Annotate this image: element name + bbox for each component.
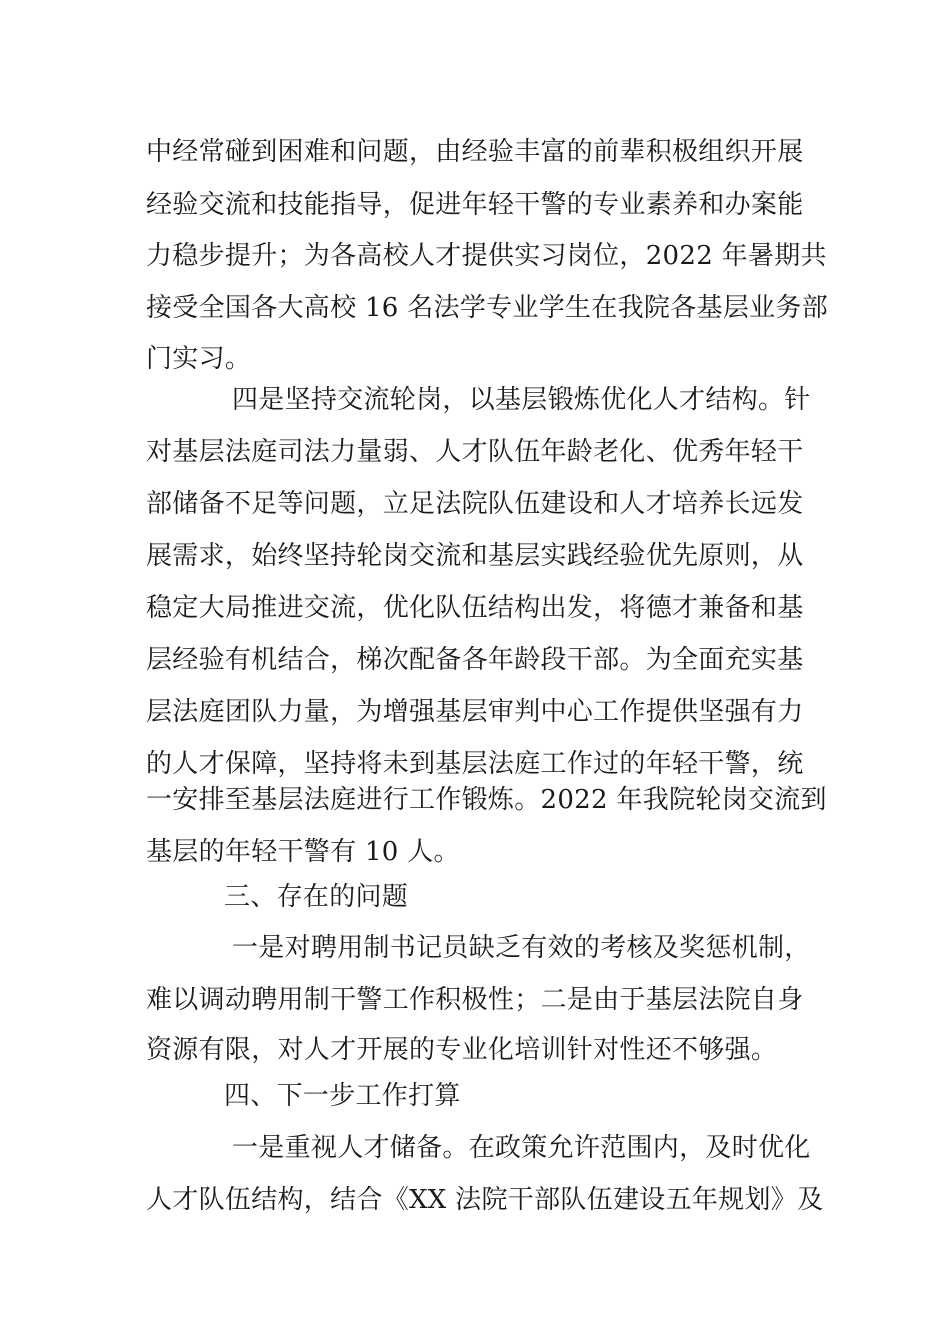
text-line: 的人才保障，坚持将未到基层法庭工作过的年轻干警，统	[146, 749, 804, 779]
text-line: 接受全国各大高校 16 名法学专业学生在我院各基层业务部	[146, 293, 829, 323]
text-line: 部储备不足等问题，立足法院队伍建设和人才培养长远发	[146, 489, 804, 519]
text-line: 中经常碰到困难和问题，由经验丰富的前辈积极组织开展	[146, 137, 804, 167]
paragraph-first-line: 四是坚持交流轮岗，以基层锻炼优化人才结构。针	[232, 385, 811, 415]
section-heading: 三、存在的问题	[224, 882, 409, 912]
text-line: 资源有限，对人才开展的专业化培训针对性还不够强。	[146, 1035, 778, 1065]
paragraph-first-line: 一是重视人才储备。在政策允许范围内，及时优化	[232, 1133, 811, 1163]
text-line: 层经验有机结合，梯次配备各年龄段干部。为全面充实基	[146, 645, 804, 675]
text-line: 一安排至基层法庭进行工作锻炼。2022 年我院轮岗交流到	[146, 785, 827, 815]
text-line: 难以调动聘用制干警工作积极性；二是由于基层法院自身	[146, 985, 804, 1015]
text-line: 对基层法庭司法力量弱、人才队伍年龄老化、优秀年轻干	[146, 437, 804, 467]
text-line: 人才队伍结构，结合《XX 法院干部队伍建设五年规划》及	[146, 1185, 824, 1215]
text-line: 稳定大局推进交流，优化队伍结构出发，将德才兼备和基	[146, 593, 804, 623]
text-line: 层法庭团队力量，为增强基层审判中心工作提供坚强有力	[146, 697, 804, 727]
text-line: 展需求，始终坚持轮岗交流和基层实践经验优先原则，从	[146, 541, 804, 571]
text-line: 力稳步提升；为各高校人才提供实习岗位，2022 年暑期共	[146, 241, 827, 271]
text-line: 基层的年轻干警有 10 人。	[146, 837, 460, 867]
text-line: 经验交流和技能指导，促进年轻干警的专业素养和办案能	[146, 190, 804, 220]
paragraph-first-line: 一是对聘用制书记员缺乏有效的考核及奖惩机制，	[232, 933, 811, 963]
section-heading: 四、下一步工作打算	[224, 1081, 461, 1111]
text-line: 门实习。	[146, 344, 252, 374]
